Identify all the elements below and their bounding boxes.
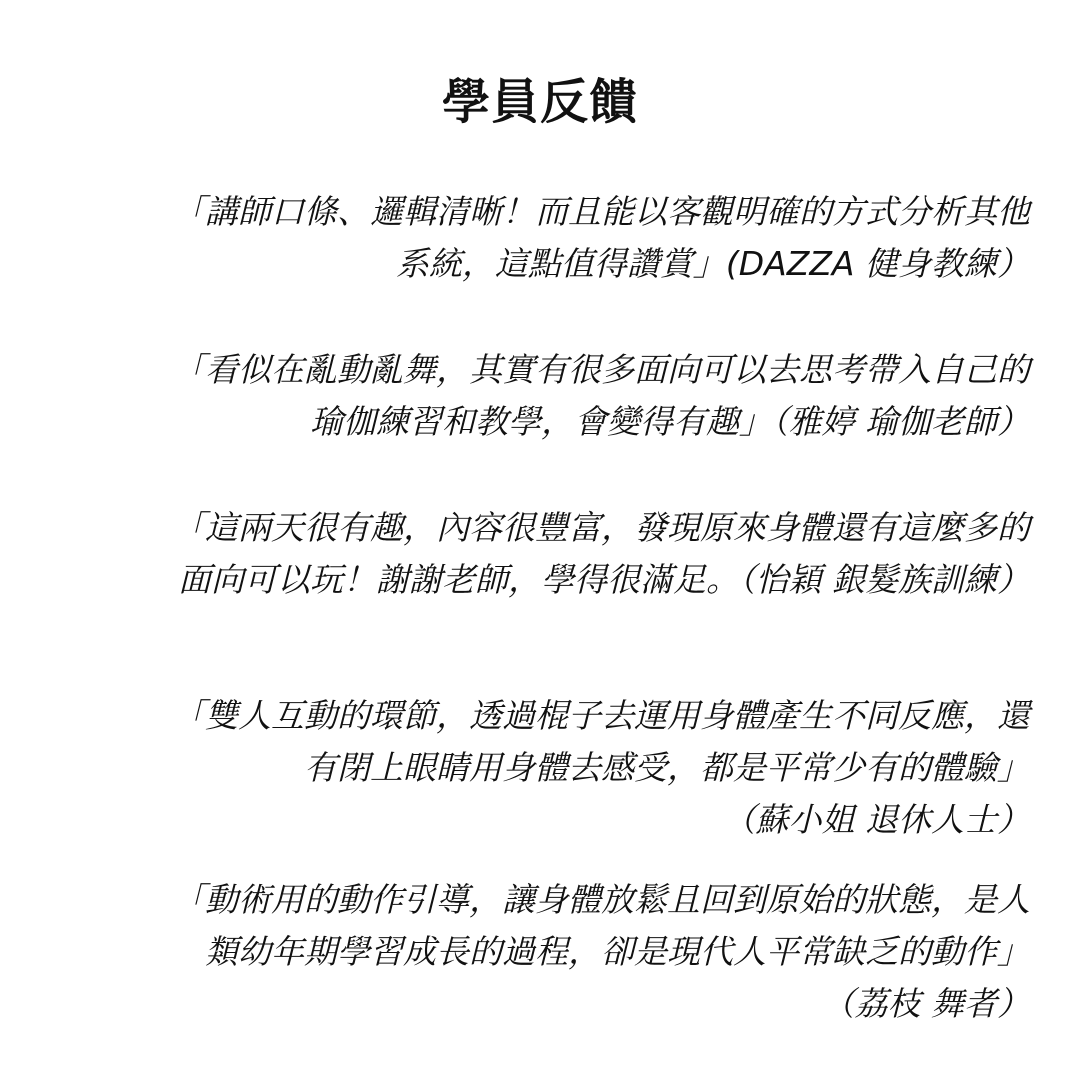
feedback-quote-1 [40, 186, 1030, 290]
quote-line: 「這兩天很有趣，內容很豐富，發現原來身體還有這麼多的 [172, 508, 1030, 547]
quote-line: 「看似在亂動亂舞，其實有很多面向可以去思考帶入自己的 [172, 350, 1030, 389]
feedback-quote-4 [40, 690, 1030, 846]
quote-line: 系統，這點值得讚賞」(DAZZA 健身教練） [395, 244, 1030, 283]
quote-line: 「雙人互動的環節，透過棍子去運用身體產生不同反應，還 [172, 696, 1030, 735]
quote-line: 有閉上眼睛用身體去感受，都是平常少有的體驗」 [304, 748, 1030, 787]
quote-line: 「動術用的動作引導，讓身體放鬆且回到原始的狀態，是人 [172, 880, 1030, 919]
quote-line: 類幼年期學習成長的過程，卻是現代人平常缺乏的動作」 [205, 932, 1030, 971]
quote-line: 瑜伽練習和教學，會變得有趣」（雅婷 瑜伽老師） [310, 402, 1030, 441]
feedback-quote-3 [40, 502, 1030, 606]
feedback-quote-2 [40, 344, 1030, 448]
quote-attribution: （荔枝 舞者） [821, 984, 1030, 1023]
page-title: 學員反饋 [441, 74, 638, 130]
feedback-quote-5 [40, 874, 1030, 1030]
quote-attribution: （蘇小姐 退休人士） [722, 800, 1030, 839]
quote-line: 面向可以玩！謝謝老師，學得很滿足。（怡穎 銀髮族訓練） [178, 560, 1030, 599]
quote-line: 「講師口條、邏輯清晰！而且能以客觀明確的方式分析其他 [172, 192, 1030, 231]
